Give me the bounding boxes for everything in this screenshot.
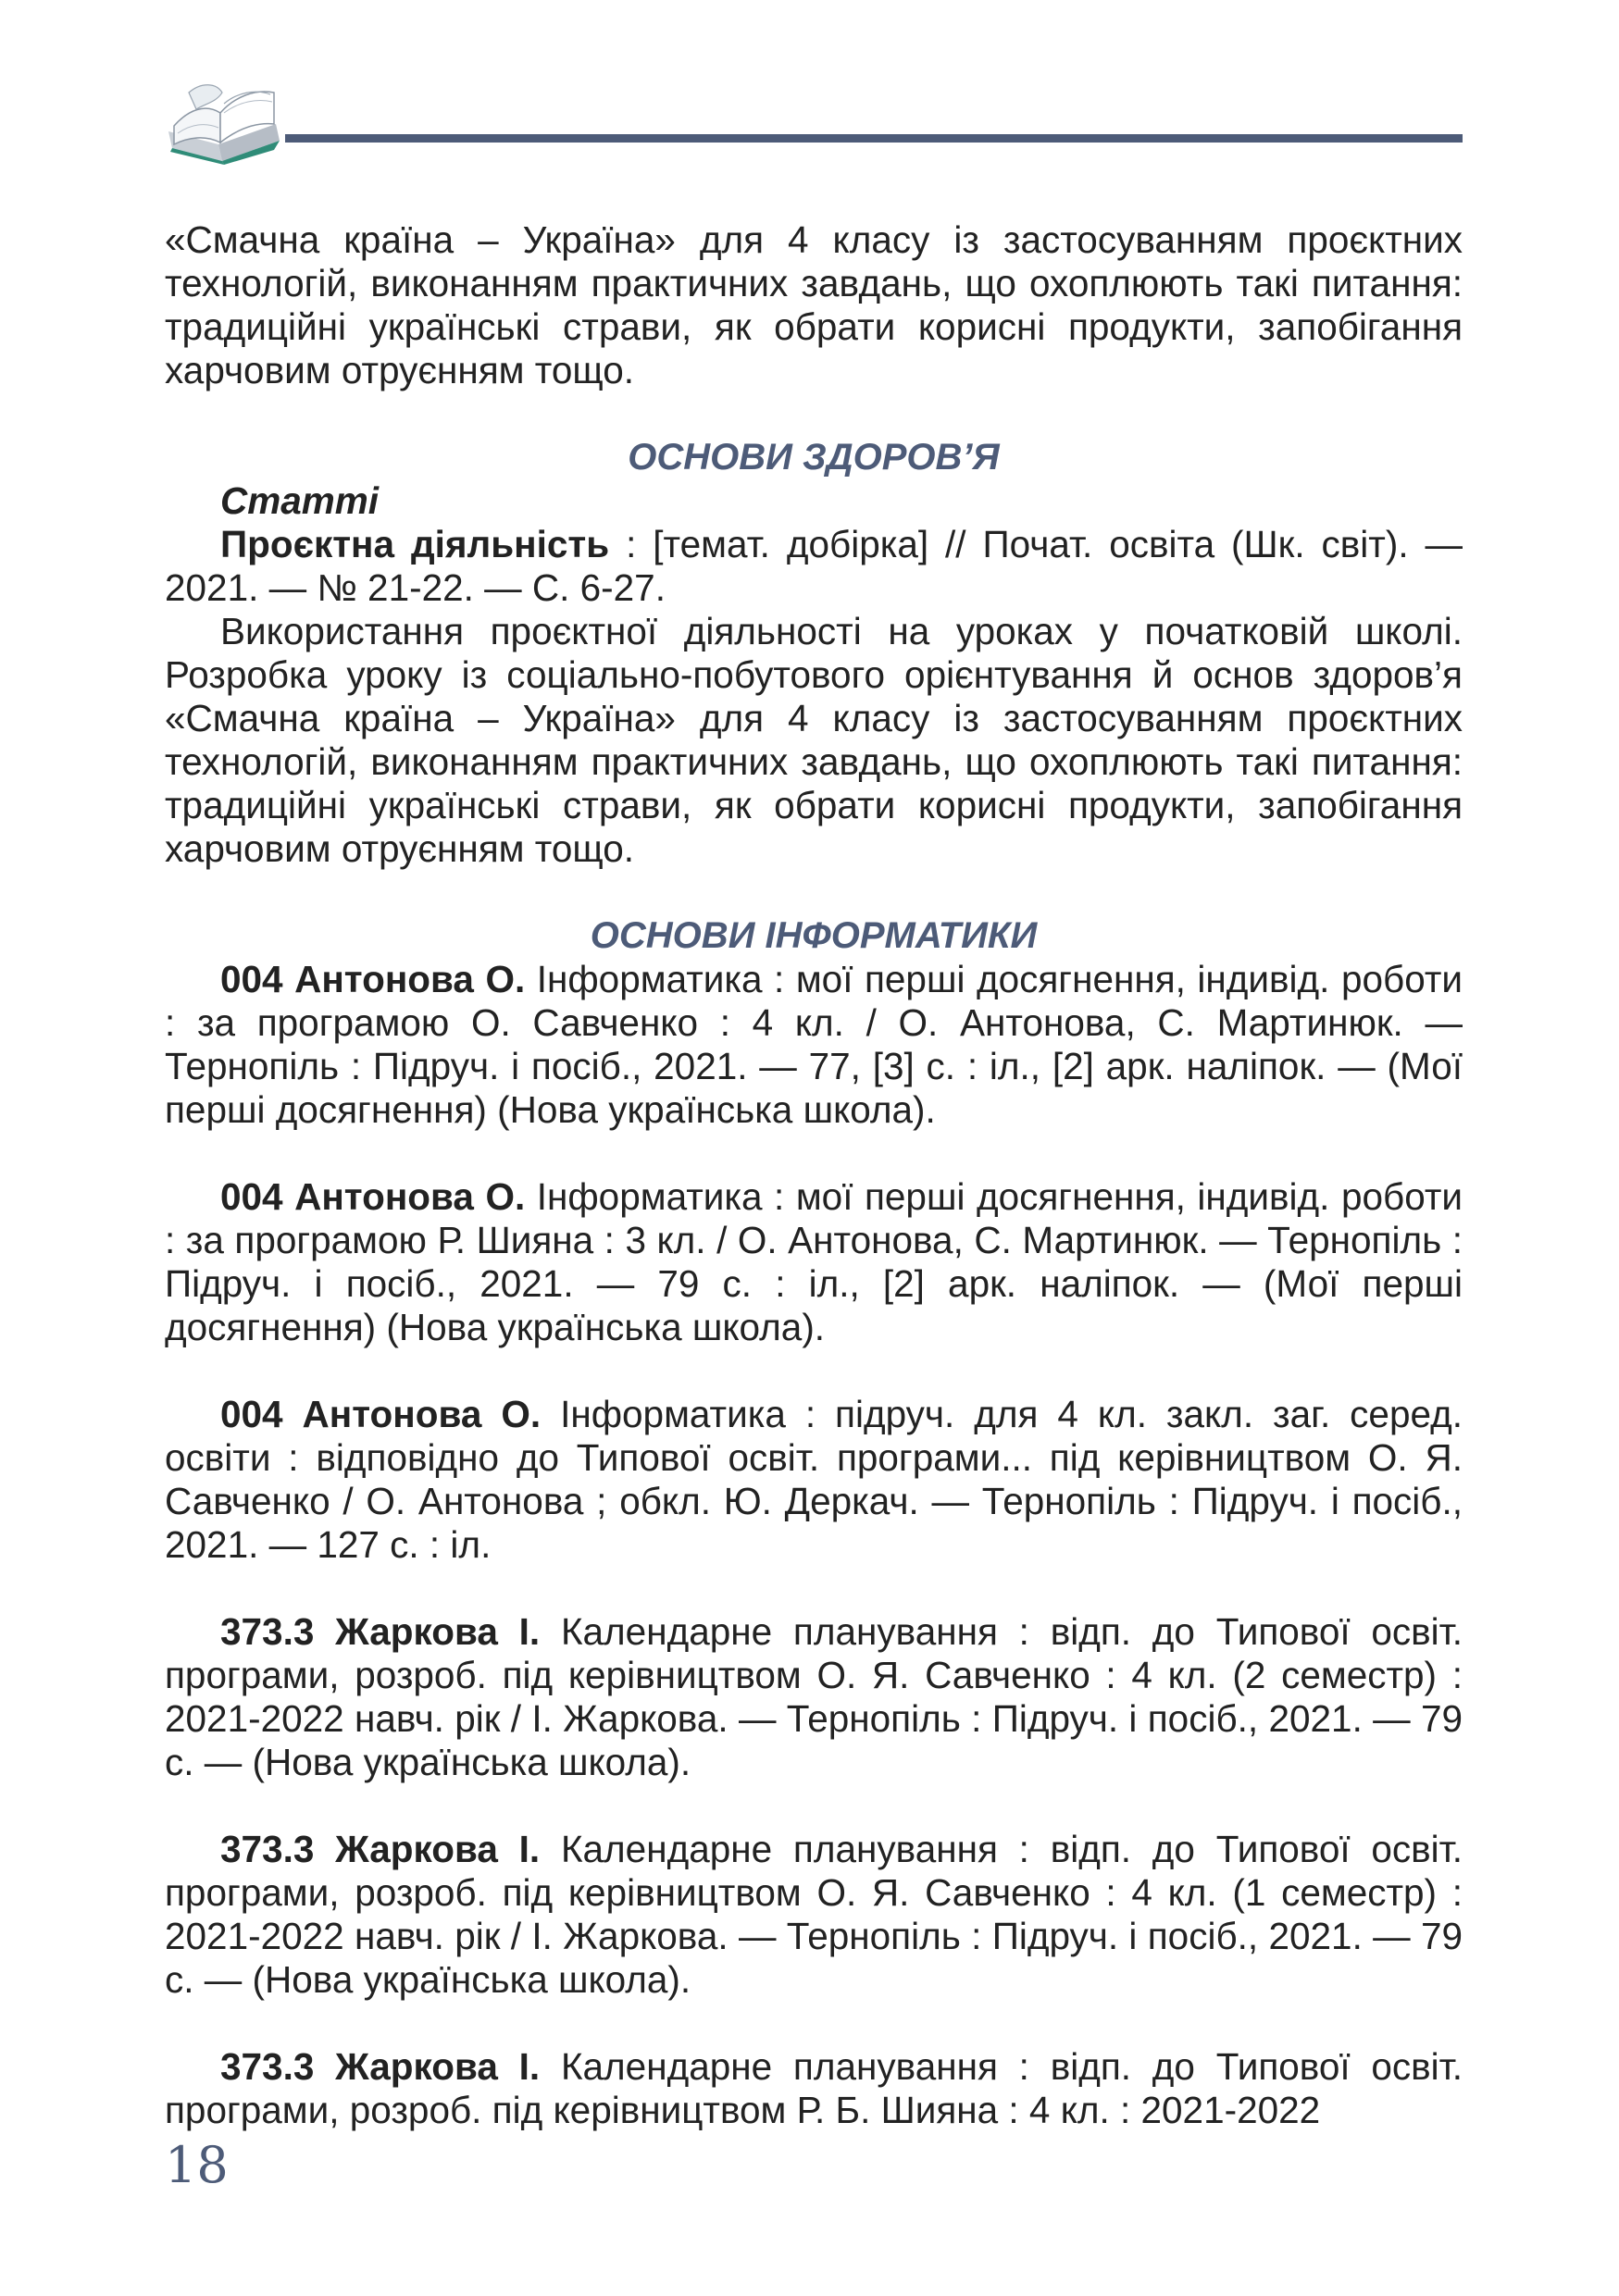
open-book-icon [165, 76, 283, 165]
page-number: 18 [165, 2136, 229, 2194]
bibliography-entry [165, 1175, 1463, 1349]
bibliography-entry [165, 1610, 1463, 1784]
entry-details: : [темат. добірка] // Почат. освіта (Шк. світ). — 2021. — № 21-22. — С. 6-27. [165, 523, 1463, 609]
entry-lead: 004 Антонова О. [220, 1393, 542, 1435]
entry-details: Календарне планування : відп. до Типової освіт. програми, розроб. під керівництвом О. Я. Савченко : 4 кл. (2 семестр) : 2021-2022 навч. рік / І. Жаркова. — Тернопіль : Підруч. і посіб., 2021. — 79 с. — (Нова українська школа). [165, 1610, 1463, 1783]
entry-details: Інформатика : мої перші досягнення, індивід. роботи : за програмою Р. Шияна : 3 кл. / О. Антонова, С. Мартинюк. — Тернопіль : Підруч. і посіб., 2021. — 79 с. : іл., [2] арк. наліпок. — (Мої перші досягнення) (Нова українська школа). [165, 1175, 1463, 1348]
bibliography-entry [165, 1828, 1463, 2002]
page-content [165, 218, 1463, 2132]
section-heading-informatics: ОСНОВИ ІНФОРМАТИКИ [590, 915, 1038, 956]
entry-lead: 004 Антонова О. [220, 958, 526, 1000]
entry-lead: 373.3 Жаркова І. [220, 2045, 541, 2088]
section-heading-health: ОСНОВИ ЗДОРОВ’Я [628, 437, 1000, 478]
bibliography-entry [165, 958, 1463, 1132]
entry-annotation: Використання проєктної діяльності на уроках у початковій школі. Розробка уроку із соціально-побутового орієнтування й основ здоров’я «Смачна країна – Україна» для 4 класу із застосуванням проєктних технологій, виконанням практичних завдань, що охоплюють такі питання: традиційні українські страви, як обрати корисні продукти, запобігання харчовим отруєнням тощо. [165, 610, 1463, 870]
entry-details: Інформатика : мої перші досягнення, індивід. роботи : за програмою О. Савченко : 4 кл. / О. Антонова, С. Мартинюк. — Тернопіль : Підруч. і посіб., 2021. — 77, [3] с. : іл., [2] арк. наліпок. — (Мої перші досягнення) (Нова українська школа). [165, 958, 1463, 1131]
header-rule [285, 134, 1463, 143]
entry-lead: 373.3 Жаркова І. [220, 1610, 541, 1653]
subheading-articles: Статті [220, 479, 380, 522]
entry-details: Інформатика : підруч. для 4 кл. закл. заг. серед. освіти : відповідно до Типової освіт. програми... під керівництвом О. Я. Савченко / О. Антонова ; обкл. Ю. Деркач. — Тернопіль : Підруч. і посіб., 2021. — 127 с. : іл. [165, 1393, 1463, 1566]
entry-lead: 373.3 Жаркова І. [220, 1828, 541, 1870]
entry-lead: Проєктна діяльність [220, 523, 610, 565]
entry-lead: 004 Антонова О. [220, 1175, 526, 1218]
entry-details: Календарне планування : відп. до Типової освіт. програми, розроб. під керівництвом Р. Б. Шияна : 4 кл. : 2021-2022 [165, 2045, 1463, 2131]
bibliography-entry [165, 2045, 1463, 2132]
entry-details: Календарне планування : відп. до Типової освіт. програми, розроб. під керівництвом О. Я. Савченко : 4 кл. (1 семестр) : 2021-2022 навч. рік / І. Жаркова. — Тернопіль : Підруч. і посіб., 2021. — 79 с. — (Нова українська школа). [165, 1828, 1463, 2001]
intro-paragraph: «Смачна країна – Україна» для 4 класу із застосуванням проєктних технологій, виконанням практичних завдань, що охоплюють такі питання: традиційні українські страви, як обрати корисні продукти, запобігання харчовим отруєнням тощо. [165, 218, 1463, 391]
bibliography-entry [165, 523, 1463, 610]
bibliography-entry [165, 1393, 1463, 1567]
